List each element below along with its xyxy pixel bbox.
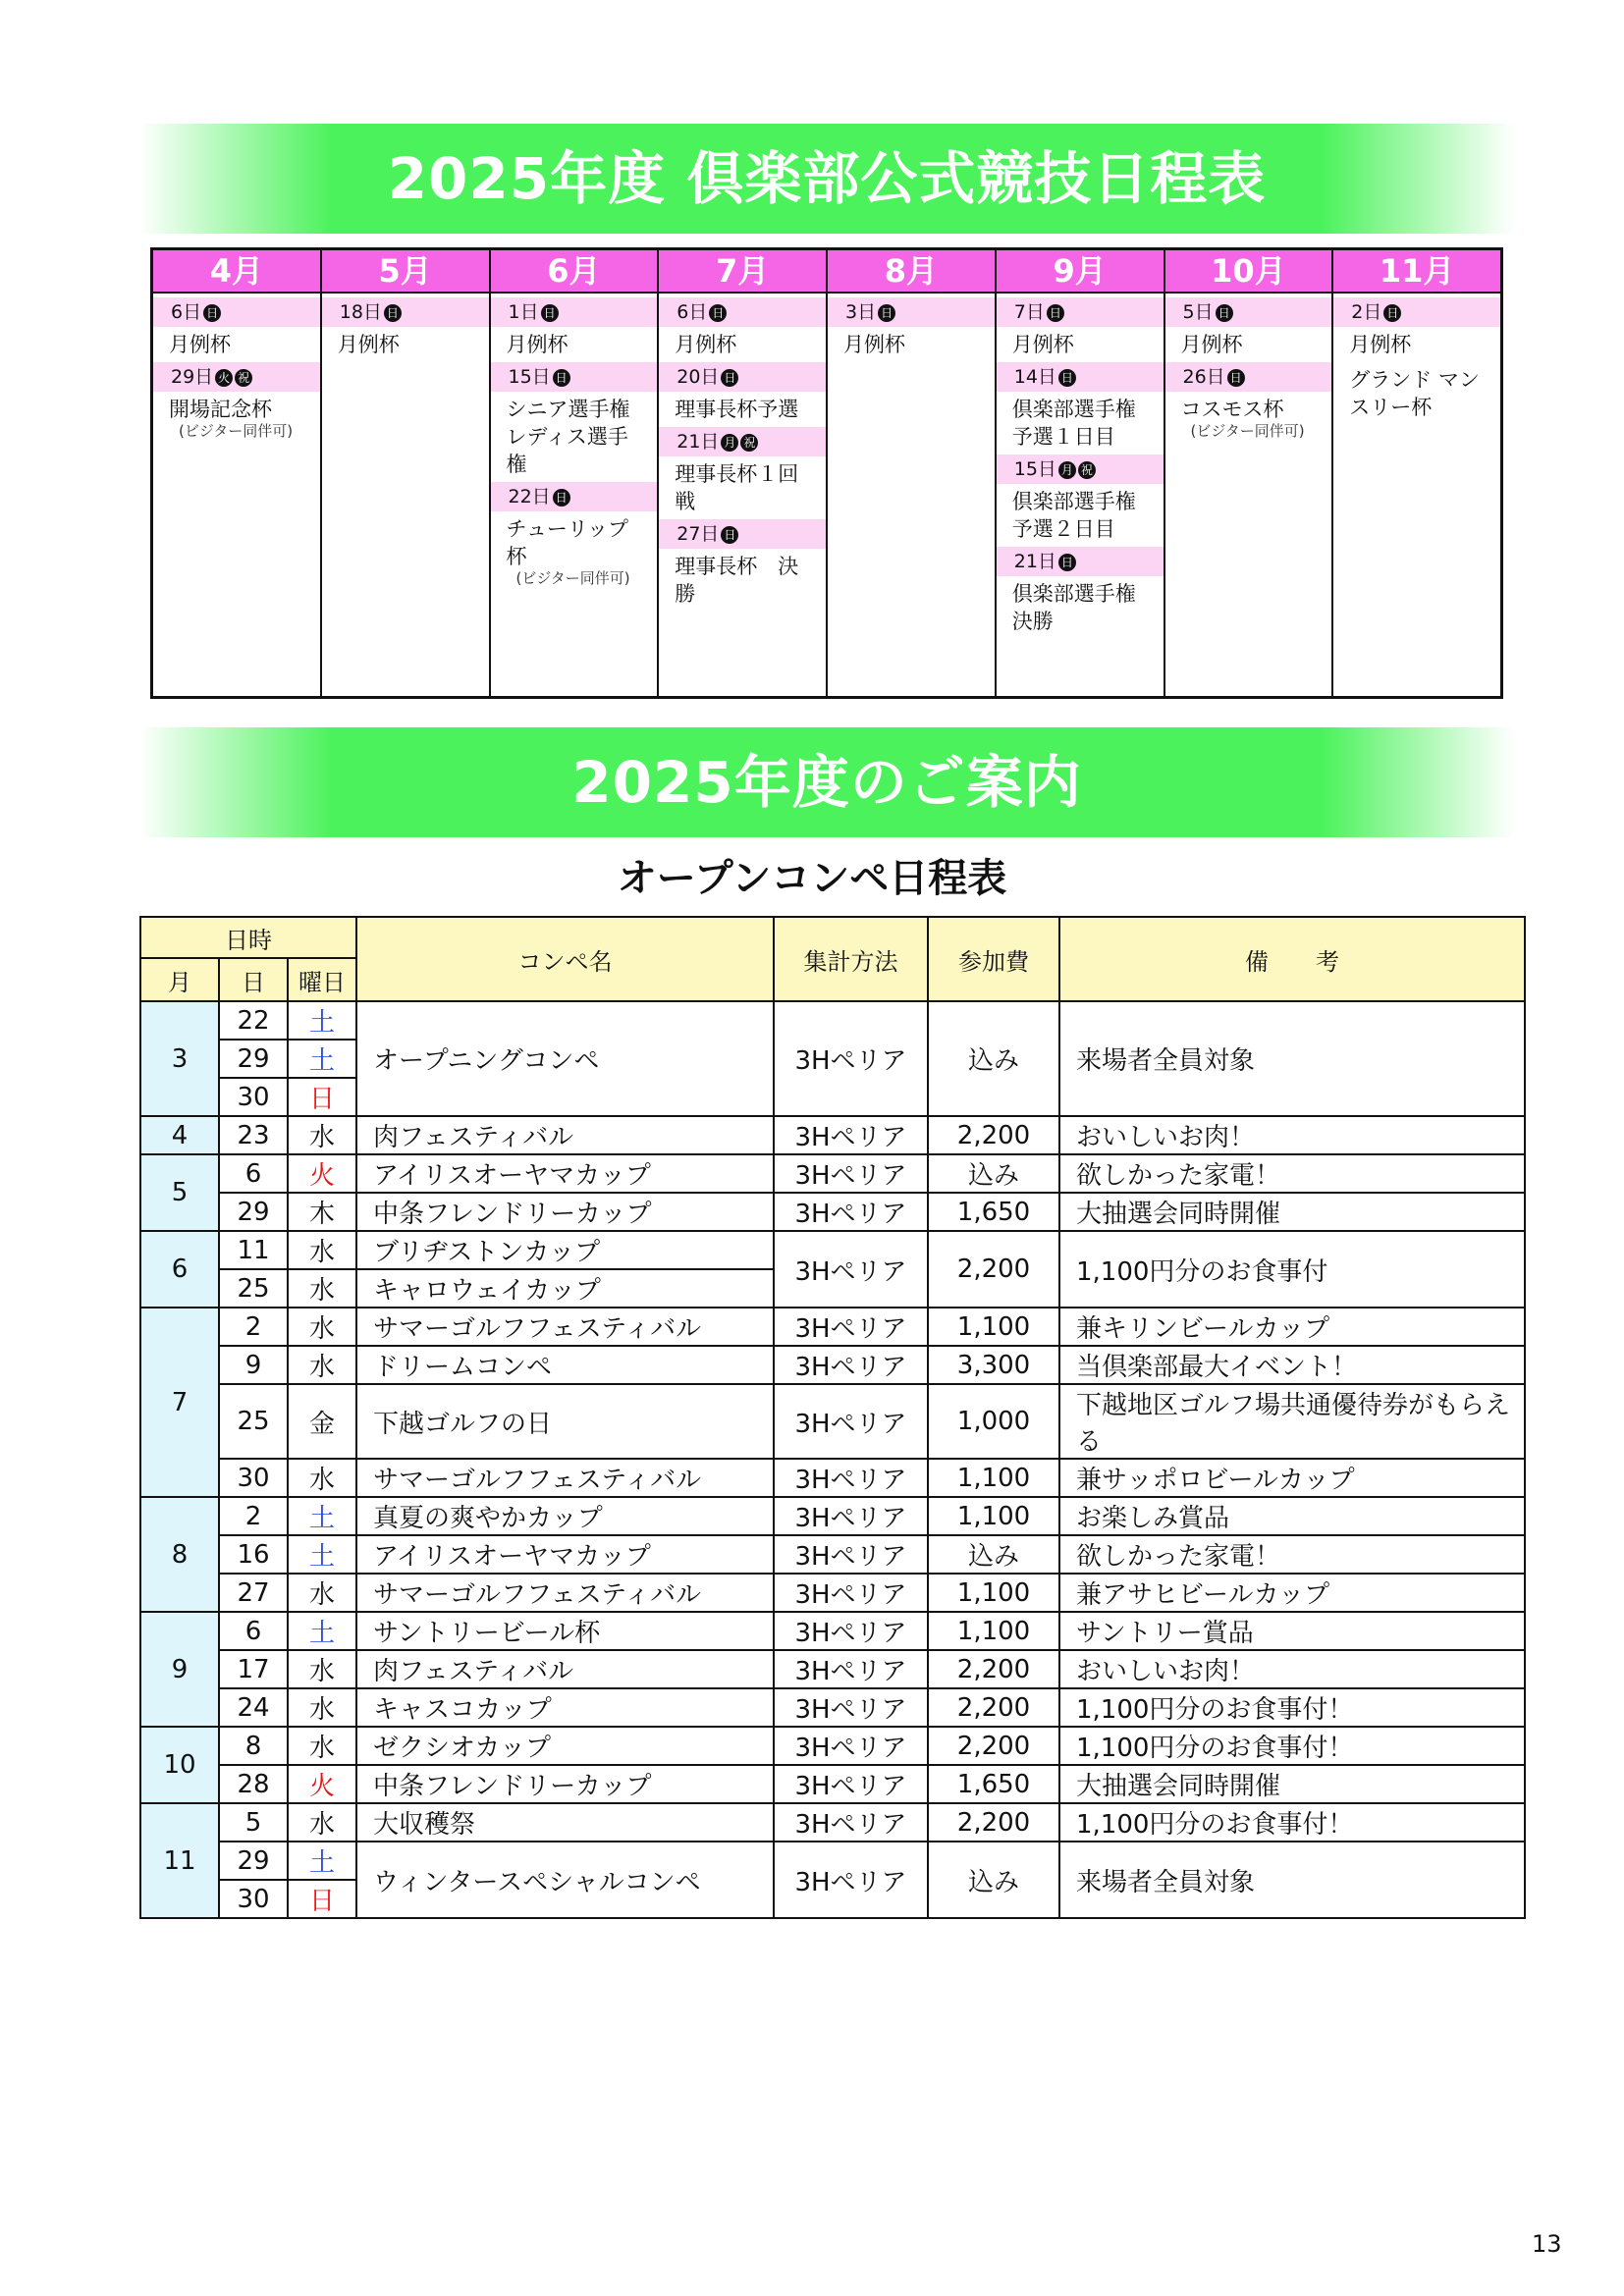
event-date-text: 6日 — [171, 301, 202, 323]
table-row — [140, 1842, 1525, 1880]
fee-cell: 2,200 — [928, 1803, 1059, 1842]
event-date-text: 15日 — [1013, 458, 1056, 480]
event-name: 理事長杯予選 — [675, 398, 799, 421]
method-cell: 3Hペリア — [774, 1535, 928, 1574]
event-date-text: 15日 — [508, 366, 551, 388]
compe-name-cell: 真夏の爽やかカップ — [356, 1497, 774, 1535]
header-month: 月 — [140, 958, 219, 1001]
method-cell: 3Hペリア — [774, 1803, 928, 1842]
weekday-cell: 水 — [288, 1688, 356, 1727]
table-row — [140, 1459, 1525, 1497]
day-cell: 2 — [219, 1308, 288, 1346]
event-note: (ビジター同伴可) — [515, 569, 630, 587]
calendar-month-header: 8月 — [828, 250, 995, 294]
weekday-cell: 水 — [288, 1459, 356, 1497]
event-date — [997, 547, 1164, 576]
method-cell: 3Hペリア — [774, 1612, 928, 1650]
calendar-month-header: 11月 — [1333, 250, 1500, 294]
weekday-badge: 日 — [721, 369, 738, 387]
header-weekday: 曜日 — [288, 958, 356, 1001]
calendar-month-header: 6月 — [491, 250, 658, 294]
calendar-event — [491, 297, 658, 358]
weekday-cell: 土 — [288, 1842, 356, 1880]
fee-cell: 込み — [928, 1535, 1059, 1574]
weekday-badge: 日 — [1383, 304, 1401, 322]
day-cell: 9 — [219, 1346, 288, 1384]
fee-cell: 2,200 — [928, 1727, 1059, 1765]
weekday-badge: 日 — [1058, 369, 1076, 387]
remarks-cell: お楽しみ賞品 — [1059, 1497, 1525, 1535]
fee-cell: 1,650 — [928, 1765, 1059, 1803]
compe-name-cell: ウィンタースペシャルコンペ — [356, 1842, 774, 1918]
event-date — [1333, 297, 1500, 327]
table-row — [140, 1154, 1525, 1193]
open-compe-title: オープンコンペ日程表 — [617, 856, 1007, 901]
day-cell: 28 — [219, 1765, 288, 1803]
event-name: 月例杯 — [675, 333, 737, 356]
calendar-event — [491, 482, 658, 586]
day-cell: 6 — [219, 1612, 288, 1650]
event-date-text: 7日 — [1013, 301, 1045, 323]
weekday-cell: 水 — [288, 1650, 356, 1688]
calendar-event — [322, 297, 489, 358]
calendar-month-header: 7月 — [659, 250, 826, 294]
remarks-cell: 兼サッポロビールカップ — [1059, 1459, 1525, 1497]
calendar-month-header: 5月 — [322, 250, 489, 294]
table-row — [140, 1384, 1525, 1459]
event-date-text: 29日 — [171, 366, 214, 388]
compe-name-cell: サントリービール杯 — [356, 1612, 774, 1650]
day-cell: 29 — [219, 1040, 288, 1078]
event-date-text: 2日 — [1351, 301, 1382, 323]
method-cell: 3Hペリア — [774, 1459, 928, 1497]
fee-cell: 2,200 — [928, 1688, 1059, 1727]
fee-cell: 2,200 — [928, 1650, 1059, 1688]
month-cell: 11 — [140, 1803, 219, 1918]
fee-cell: 1,100 — [928, 1574, 1059, 1612]
table-row — [140, 1346, 1525, 1384]
calendar-month-header: 9月 — [997, 250, 1164, 294]
remarks-cell: 来場者全員対象 — [1059, 1001, 1525, 1116]
event-name: 月例杯 — [1349, 333, 1412, 356]
day-cell: 29 — [219, 1842, 288, 1880]
event-date — [659, 297, 826, 327]
weekday-badge: 日 — [1216, 304, 1233, 322]
header-remarks: 備 考 — [1059, 917, 1525, 1001]
calendar-event — [1333, 297, 1500, 358]
month-cell: 9 — [140, 1612, 219, 1727]
weekday-cell: 水 — [288, 1727, 356, 1765]
month-cell: 10 — [140, 1727, 219, 1803]
event-name: コスモス杯 — [1180, 398, 1284, 421]
event-date — [659, 519, 826, 549]
compe-name-cell: ブリヂストンカップ — [356, 1231, 774, 1269]
compe-name-cell: 大収穫祭 — [356, 1803, 774, 1842]
event-date — [153, 297, 320, 327]
event-date-text: 14日 — [1013, 366, 1056, 388]
calendar-month-column — [1333, 250, 1500, 696]
calendar-event — [997, 454, 1164, 543]
header-name: コンペ名 — [356, 917, 774, 1001]
calendar-month-column — [491, 250, 660, 696]
table-row — [140, 1308, 1525, 1346]
weekday-badge: 日 — [721, 526, 738, 544]
calendar-month-header: 10月 — [1165, 250, 1332, 294]
compe-name-cell: 肉フェスティバル — [356, 1650, 774, 1688]
remarks-cell: 1,100円分のお食事付！ — [1059, 1727, 1525, 1765]
method-cell: 3Hペリア — [774, 1116, 928, 1154]
day-cell: 25 — [219, 1384, 288, 1459]
table-row — [140, 1727, 1525, 1765]
weekday-cell: 水 — [288, 1346, 356, 1384]
method-cell: 3Hペリア — [774, 1727, 928, 1765]
calendar-month-column — [659, 250, 828, 696]
event-date — [322, 297, 489, 327]
table-row — [140, 1535, 1525, 1574]
compe-name-cell: 肉フェスティバル — [356, 1116, 774, 1154]
calendar-event — [1165, 297, 1332, 358]
calendar-month-column — [1165, 250, 1334, 696]
remarks-cell: 1,100円分のお食事付！ — [1059, 1803, 1525, 1842]
remarks-cell: 兼アサヒビールカップ — [1059, 1574, 1525, 1612]
weekday-cell: 水 — [288, 1116, 356, 1154]
event-name: 倶楽部選手権 予選１日目 — [1011, 398, 1136, 449]
schedule-banner: 2025年度 倶楽部公式競技日程表 — [139, 124, 1514, 234]
weekday-badge: 日 — [553, 369, 570, 387]
day-cell: 5 — [219, 1803, 288, 1842]
weekday-badge: 日 — [709, 304, 727, 322]
calendar-event — [659, 362, 826, 423]
method-cell: 3Hペリア — [774, 1842, 928, 1918]
holiday-badge: 祝 — [1078, 461, 1096, 479]
method-cell: 3Hペリア — [774, 1688, 928, 1727]
remarks-cell: おいしいお肉！ — [1059, 1116, 1525, 1154]
calendar-event — [997, 297, 1164, 358]
day-cell: 30 — [219, 1078, 288, 1116]
event-date — [997, 362, 1164, 392]
day-cell: 24 — [219, 1688, 288, 1727]
remarks-cell: 兼キリンビールカップ — [1059, 1308, 1525, 1346]
holiday-badge: 祝 — [740, 434, 758, 452]
event-date — [997, 297, 1164, 327]
compe-name-cell: アイリスオーヤマカップ — [356, 1154, 774, 1193]
event-date — [1165, 297, 1332, 327]
calendar-event — [1333, 362, 1500, 421]
method-cell: 3Hペリア — [774, 1765, 928, 1803]
event-date-text: 20日 — [677, 366, 720, 388]
table-row — [140, 1231, 1525, 1269]
event-date — [828, 297, 995, 327]
official-competition-calendar — [150, 247, 1503, 699]
open-compe-table — [139, 916, 1526, 1919]
compe-name-cell: 中条フレンドリーカップ — [356, 1193, 774, 1231]
table-row — [140, 1001, 1525, 1040]
event-name: グランド マンスリー杯 — [1349, 368, 1480, 419]
holiday-badge: 祝 — [235, 369, 252, 387]
fee-cell: 1,100 — [928, 1497, 1059, 1535]
compe-name-cell: キャロウェイカップ — [356, 1269, 774, 1308]
remarks-cell: 欲しかった家電！ — [1059, 1535, 1525, 1574]
month-cell: 8 — [140, 1497, 219, 1612]
compe-name-cell: 中条フレンドリーカップ — [356, 1765, 774, 1803]
compe-name-cell: サマーゴルフフェスティバル — [356, 1574, 774, 1612]
event-date-text: 3日 — [845, 301, 877, 323]
weekday-badge: 日 — [1227, 369, 1245, 387]
compe-name-cell: ゼクシオカップ — [356, 1727, 774, 1765]
day-cell: 29 — [219, 1193, 288, 1231]
weekday-badge: 日 — [541, 304, 559, 322]
remarks-cell: 欲しかった家電！ — [1059, 1154, 1525, 1193]
weekday-badge: 日 — [384, 304, 402, 322]
month-cell: 4 — [140, 1116, 219, 1154]
weekday-cell: 日 — [288, 1078, 356, 1116]
event-name: 倶楽部選手権 予選２日目 — [1011, 490, 1136, 541]
fee-cell: 2,200 — [928, 1231, 1059, 1308]
day-cell: 30 — [219, 1459, 288, 1497]
weekday-badge: 日 — [878, 304, 895, 322]
method-cell: 3Hペリア — [774, 1384, 928, 1459]
event-name: 月例杯 — [337, 333, 400, 356]
fee-cell: 2,200 — [928, 1116, 1059, 1154]
fee-cell: 1,650 — [928, 1193, 1059, 1231]
event-date-text: 6日 — [677, 301, 708, 323]
calendar-event — [153, 362, 320, 439]
table-row — [140, 1650, 1525, 1688]
event-note: (ビジター同伴可) — [1190, 422, 1305, 440]
table-row — [140, 1497, 1525, 1535]
weekday-cell: 日 — [288, 1880, 356, 1918]
weekday-badge: 日 — [1058, 554, 1076, 571]
day-cell: 27 — [219, 1574, 288, 1612]
compe-name-cell: ドリームコンペ — [356, 1346, 774, 1384]
weekday-cell: 木 — [288, 1193, 356, 1231]
calendar-event — [153, 297, 320, 358]
calendar-event — [997, 547, 1164, 635]
event-name: シニア選手権 レディス選手権 — [506, 398, 630, 476]
fee-cell: 1,100 — [928, 1459, 1059, 1497]
remarks-cell: 当倶楽部最大イベント！ — [1059, 1346, 1525, 1384]
event-name: 月例杯 — [1180, 333, 1243, 356]
calendar-event — [659, 297, 826, 358]
calendar-month-column — [997, 250, 1165, 696]
event-date-text: 18日 — [339, 301, 382, 323]
event-date-text: 26日 — [1182, 366, 1225, 388]
day-cell: 30 — [219, 1880, 288, 1918]
header-fee: 参加費 — [928, 917, 1059, 1001]
weekday-cell: 火 — [288, 1765, 356, 1803]
weekday-cell: 火 — [288, 1154, 356, 1193]
event-date — [491, 362, 658, 392]
weekday-cell: 水 — [288, 1269, 356, 1308]
event-date — [491, 297, 658, 327]
method-cell: 3Hペリア — [774, 1001, 928, 1116]
event-name: 倶楽部選手権 決勝 — [1011, 582, 1136, 633]
calendar-event — [997, 362, 1164, 451]
event-note: (ビジター同伴可) — [179, 422, 294, 440]
compe-name-cell: サマーゴルフフェスティバル — [356, 1308, 774, 1346]
weekday-cell: 水 — [288, 1803, 356, 1842]
fee-cell: 3,300 — [928, 1346, 1059, 1384]
calendar-event — [1165, 362, 1332, 439]
weekday-cell: 水 — [288, 1574, 356, 1612]
weekday-badge: 日 — [553, 489, 570, 507]
event-name: 理事長杯 決勝 — [675, 555, 799, 606]
event-name: 月例杯 — [1011, 333, 1074, 356]
weekday-cell: 土 — [288, 1040, 356, 1078]
event-date-text: 5日 — [1182, 301, 1214, 323]
weekday-badge: 日 — [1047, 304, 1064, 322]
event-date-text: 22日 — [508, 486, 551, 507]
event-date-text: 27日 — [677, 523, 720, 545]
day-cell: 17 — [219, 1650, 288, 1688]
event-date-text: 21日 — [1013, 551, 1056, 572]
event-name: 月例杯 — [169, 333, 231, 356]
calendar-event — [491, 362, 658, 478]
event-name: 開場記念杯 — [169, 398, 272, 421]
method-cell: 3Hペリア — [774, 1574, 928, 1612]
event-name: 月例杯 — [843, 333, 905, 356]
table-row — [140, 1116, 1525, 1154]
remarks-cell: 下越地区ゴルフ場共通優待券がもらえる — [1059, 1384, 1525, 1459]
remarks-cell: 大抽選会同時開催 — [1059, 1193, 1525, 1231]
weekday-cell: 土 — [288, 1001, 356, 1040]
fee-cell: 込み — [928, 1001, 1059, 1116]
calendar-event — [828, 297, 995, 358]
method-cell: 3Hペリア — [774, 1497, 928, 1535]
day-cell: 22 — [219, 1001, 288, 1040]
weekday-cell: 水 — [288, 1231, 356, 1269]
event-date — [659, 362, 826, 392]
compe-name-cell: キャスコカップ — [356, 1688, 774, 1727]
remarks-cell: 1,100円分のお食事付！ — [1059, 1688, 1525, 1727]
remarks-cell: おいしいお肉！ — [1059, 1650, 1525, 1688]
month-cell: 6 — [140, 1231, 219, 1308]
table-row — [140, 1193, 1525, 1231]
weekday-badge: 月 — [721, 434, 738, 452]
method-cell: 3Hペリア — [774, 1193, 928, 1231]
fee-cell: 1,100 — [928, 1612, 1059, 1650]
month-cell: 5 — [140, 1154, 219, 1231]
event-date — [997, 454, 1164, 484]
remarks-cell: 来場者全員対象 — [1059, 1842, 1525, 1918]
fee-cell: 1,100 — [928, 1308, 1059, 1346]
weekday-badge: 月 — [1058, 461, 1076, 479]
calendar-month-header: 4月 — [153, 250, 320, 294]
table-row — [140, 1688, 1525, 1727]
header-method: 集計方法 — [774, 917, 928, 1001]
weekday-badge: 火 — [215, 369, 233, 387]
method-cell: 3Hペリア — [774, 1231, 928, 1308]
event-date-text: 1日 — [508, 301, 539, 323]
month-cell: 3 — [140, 1001, 219, 1116]
table-row — [140, 1574, 1525, 1612]
compe-name-cell: アイリスオーヤマカップ — [356, 1535, 774, 1574]
event-name: 理事長杯１回戦 — [675, 462, 799, 513]
weekday-cell: 土 — [288, 1612, 356, 1650]
table-row — [140, 1612, 1525, 1650]
header-day: 日 — [219, 958, 288, 1001]
method-cell: 3Hペリア — [774, 1346, 928, 1384]
method-cell: 3Hペリア — [774, 1154, 928, 1193]
day-cell: 8 — [219, 1727, 288, 1765]
weekday-cell: 金 — [288, 1384, 356, 1459]
day-cell: 6 — [219, 1154, 288, 1193]
calendar-event — [659, 427, 826, 515]
guide-banner: 2025年度のご案内 — [139, 727, 1514, 837]
calendar-month-column — [828, 250, 997, 696]
day-cell: 11 — [219, 1231, 288, 1269]
weekday-badge: 日 — [203, 304, 221, 322]
event-date-text: 21日 — [677, 431, 720, 453]
weekday-cell: 水 — [288, 1308, 356, 1346]
weekday-cell: 土 — [288, 1497, 356, 1535]
calendar-event — [659, 519, 826, 608]
event-date — [1165, 362, 1332, 392]
remarks-cell: サントリー賞品 — [1059, 1612, 1525, 1650]
fee-cell: 込み — [928, 1154, 1059, 1193]
page-number: 13 — [1532, 2230, 1562, 2258]
event-date — [659, 427, 826, 456]
compe-name-cell: サマーゴルフフェスティバル — [356, 1459, 774, 1497]
compe-name-cell: 下越ゴルフの日 — [356, 1384, 774, 1459]
fee-cell: 込み — [928, 1842, 1059, 1918]
header-datetime: 日時 — [140, 917, 356, 958]
method-cell: 3Hペリア — [774, 1308, 928, 1346]
weekday-cell: 土 — [288, 1535, 356, 1574]
fee-cell: 1,000 — [928, 1384, 1059, 1459]
remarks-cell: 1,100円分のお食事付 — [1059, 1231, 1525, 1308]
remarks-cell: 大抽選会同時開催 — [1059, 1765, 1525, 1803]
event-name: 月例杯 — [506, 333, 568, 356]
calendar-month-column — [153, 250, 322, 696]
event-date — [491, 482, 658, 511]
table-row — [140, 1765, 1525, 1803]
day-cell: 2 — [219, 1497, 288, 1535]
event-name: チューリップ杯 — [506, 517, 629, 568]
compe-name-cell: オープニングコンペ — [356, 1001, 774, 1116]
day-cell: 25 — [219, 1269, 288, 1308]
month-cell: 7 — [140, 1308, 219, 1497]
method-cell: 3Hペリア — [774, 1650, 928, 1688]
day-cell: 16 — [219, 1535, 288, 1574]
day-cell: 23 — [219, 1116, 288, 1154]
table-row — [140, 1803, 1525, 1842]
calendar-month-column — [322, 250, 491, 696]
event-date — [153, 362, 320, 392]
